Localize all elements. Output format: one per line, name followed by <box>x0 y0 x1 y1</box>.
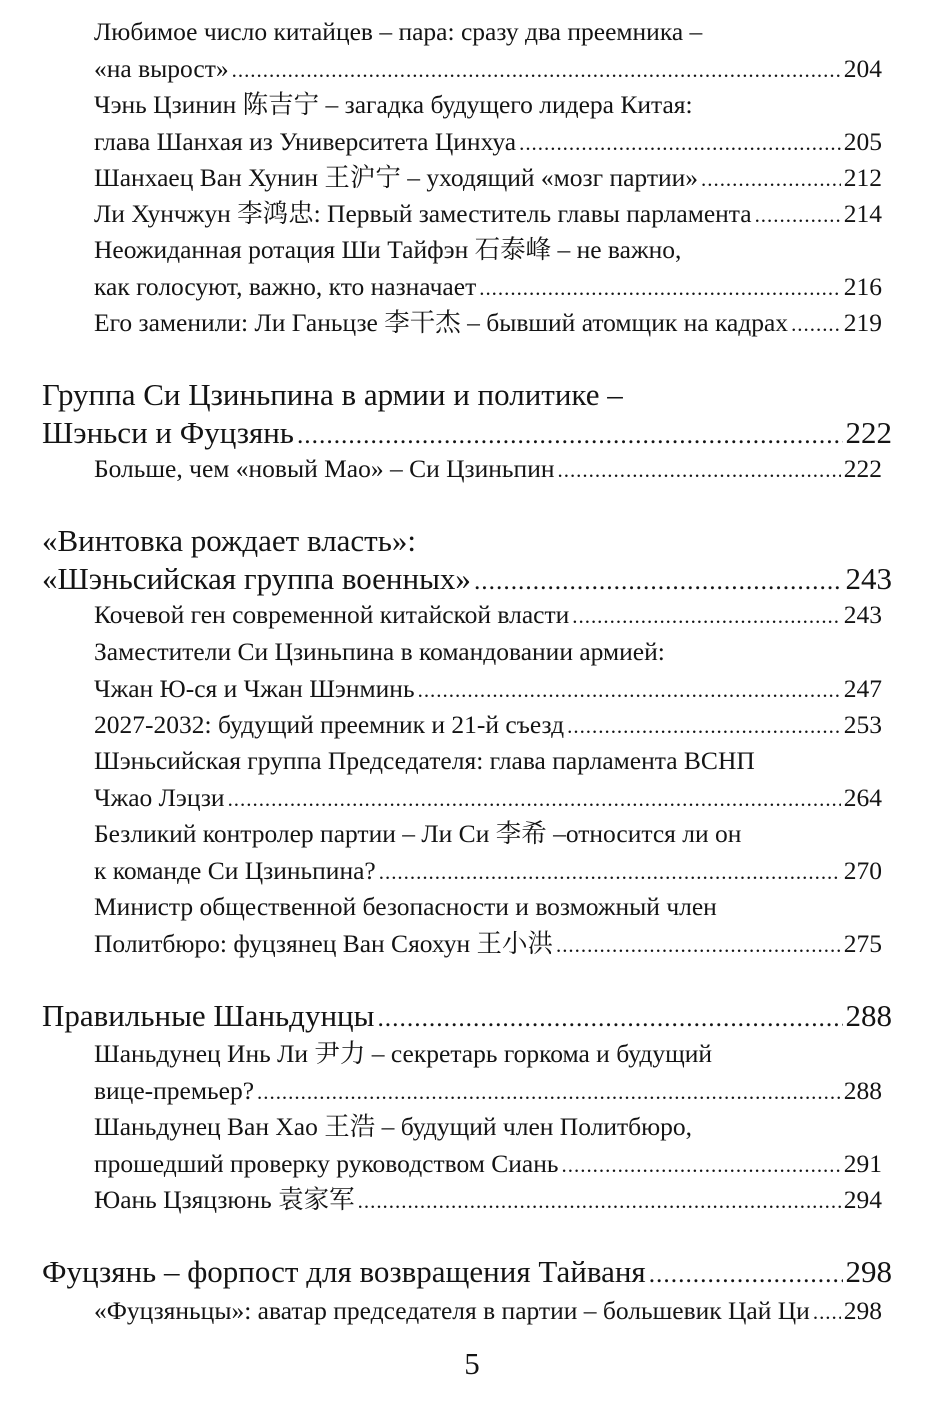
dot-leader <box>377 999 842 1037</box>
dot-leader <box>358 1183 841 1220</box>
page-ref: 270 <box>843 855 882 885</box>
dot-leader <box>649 1255 843 1293</box>
dot-leader <box>297 416 843 454</box>
toc-entry[interactable]: Заместители Си Цзиньпина в командовании армией: Чжан Ю-ся и Чжан Шэнминь ..... 247 <box>94 634 882 707</box>
page-ref: 204 <box>843 53 882 83</box>
page-number: 5 <box>464 1346 480 1381</box>
page-ref: 219 <box>843 308 882 337</box>
toc-entry[interactable]: Шанхаец Ван Хунин 王沪宁 – уходящий «мозг партии» ..... 212 <box>94 160 882 197</box>
toc-entry[interactable]: Кочевой ген современной китайской власти ..... 243 <box>94 597 882 634</box>
toc-entry[interactable]: Ли Хунчжун 李鸿忠: Первый заместитель главы парламента ..... 214 <box>94 196 882 233</box>
dot-leader <box>557 452 840 489</box>
page-ref: 294 <box>843 1185 882 1214</box>
dot-leader <box>519 125 841 162</box>
toc-entry[interactable]: Больше, чем «новый Мао» – Си Цзиньпин ..... 222 <box>94 451 882 488</box>
toc-entry[interactable]: «Фуцзяньцы»: аватар председателя в партии – большевик Цай Ци ..... 298 <box>94 1293 882 1330</box>
page-ref: 264 <box>843 782 882 812</box>
toc-entry[interactable]: Чэнь Цзинин 陈吉宁 – загадка будущего лидера Китая: глава Шанхая из Университета Цинхуа ..... 205 <box>94 87 882 160</box>
page-ref: 214 <box>843 199 882 228</box>
dot-leader <box>813 1294 841 1331</box>
page-ref: 247 <box>843 673 882 703</box>
page-ref: 222 <box>845 415 892 450</box>
toc-entry[interactable]: Неожиданная ротация Ши Тайфэн 石泰峰 – не важно, как голосуют, важно, кто назначает ..... 216 <box>94 232 882 305</box>
dot-leader <box>567 708 841 745</box>
toc-entry[interactable]: Шэньсийская группа Председателя: глава парламента ВСНП Чжао Лэцзи ..... 264 <box>94 743 882 816</box>
dot-leader <box>379 854 841 891</box>
toc-chapter[interactable]: Правильные Шаньдунцы ..... 288 <box>42 997 892 1035</box>
toc-entry[interactable]: Его заменили: Ли Ганьцзе 李干杰 – бывший атомщик на кадрах ..... 219 <box>94 305 882 342</box>
dot-leader <box>556 927 841 964</box>
page-ref: 205 <box>843 126 882 156</box>
dot-leader <box>232 52 841 89</box>
toc-entry[interactable]: Безликий контролер партии – Ли Си 李希 –относится ли он к команде Си Цзиньпина? ..... 270 <box>94 816 882 889</box>
toc-chapter[interactable]: Группа Си Цзиньпина в армии и политике – Шэньси и Фуцзянь ..... 222 <box>42 376 892 452</box>
toc-entry[interactable]: Любимое число китайцев – пара: сразу два преемника – «на вырост» ..... 204 <box>94 14 882 87</box>
dot-leader <box>479 270 841 307</box>
dot-leader <box>228 781 841 818</box>
dot-leader <box>418 672 841 709</box>
dot-leader <box>791 306 841 343</box>
page-ref: 291 <box>843 1148 882 1178</box>
page-ref: 275 <box>843 928 882 958</box>
toc-entry[interactable]: Шаньдунец Инь Ли 尹力 – секретарь горкома и будущий вице-премьер? ..... 288 <box>94 1036 882 1109</box>
dot-leader <box>572 598 840 635</box>
page-ref: 288 <box>843 1075 882 1105</box>
page-ref: 216 <box>843 271 882 301</box>
toc-chapter[interactable]: Фуцзянь – форпост для возвращения Тайваня ..... 298 <box>42 1253 892 1291</box>
dot-leader <box>257 1074 841 1111</box>
page-ref: 243 <box>845 561 892 596</box>
page-ref: 288 <box>845 998 892 1033</box>
toc-entry[interactable]: Шаньдунец Ван Хао 王浩 – будущий член Политбюро, прошедший проверку руководством Сиань ..... 291 <box>94 1109 882 1182</box>
dot-leader <box>562 1147 841 1184</box>
toc-entry[interactable]: Юань Цзяцзюнь 袁家军 ..... 294 <box>94 1182 882 1219</box>
dot-leader <box>474 562 843 600</box>
dot-leader <box>701 161 841 198</box>
dot-leader <box>755 197 841 234</box>
toc-entry[interactable]: 2027-2032: будущий преемник и 21-й съезд ..... 253 <box>94 707 882 744</box>
page-ref: 243 <box>843 600 882 629</box>
page-ref: 222 <box>843 454 882 483</box>
page-ref: 212 <box>843 163 882 192</box>
page-ref: 298 <box>843 1296 882 1325</box>
toc-entry[interactable]: Министр общественной безопасности и возможный член Политбюро: фуцзянец Ван Сяохун 王小洪 ..... 275 <box>94 889 882 962</box>
page-ref: 298 <box>845 1254 892 1289</box>
page-ref: 253 <box>843 710 882 739</box>
toc-chapter[interactable]: «Винтовка рождает власть»: «Шэньсийская группа военных» ..... 243 <box>42 522 892 598</box>
